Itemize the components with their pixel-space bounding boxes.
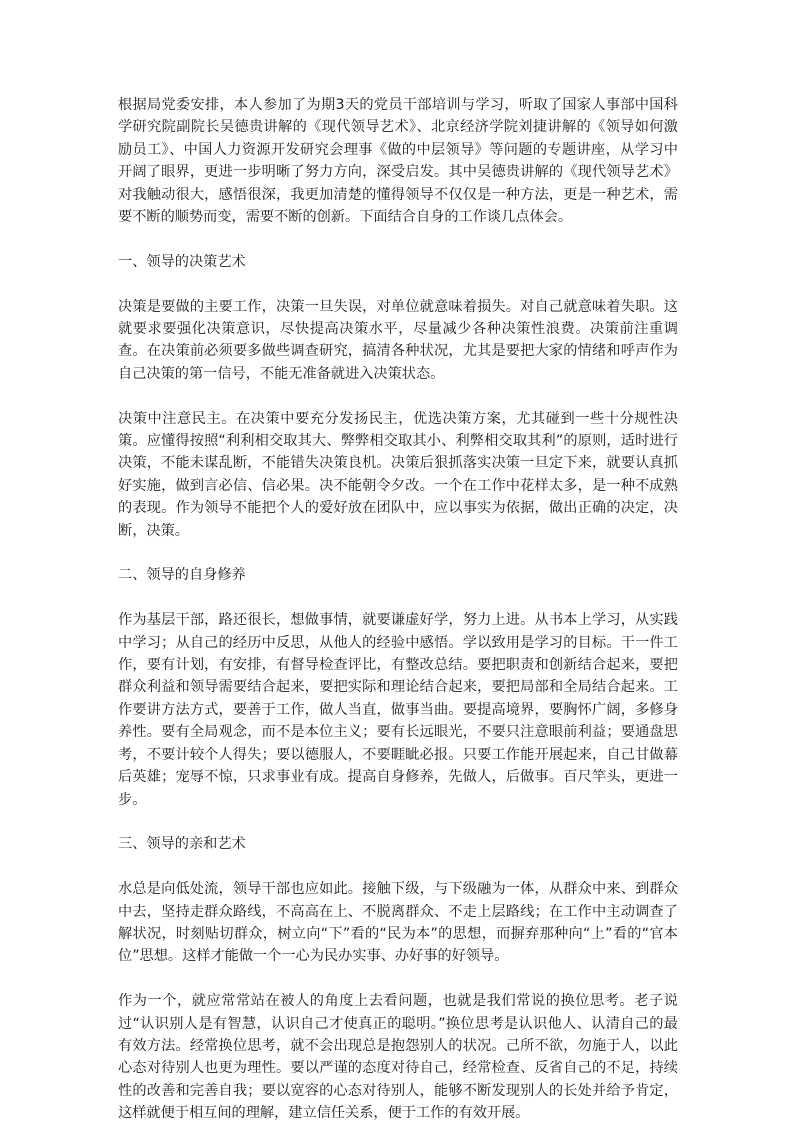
decision-paragraph-2: 决策中注意民主。在决策中要充分发扬民主，优选决策方案，尤其碰到一些十分规性决策。应懂得按照“利利相交取其大、弊弊相交取其小、利弊相交取其利”的原则，适时进行决策，不能未谋乱断，不能错失决策良机。决策后狠抓落实决策一旦定下来，就要认真抓好实施，做到言必信、信必果。决不能朝令夕改。一个在工作中花样太多，是一种不成熟的表现。作为领导不能把个人的爱好放在团队中，应以事实为依据，做出正确的决定，决断，决策。 bbox=[118, 410, 678, 539]
affinity-paragraph-2: 作为一个，就应常常站在被人的角度上去看问题，也就是我们常说的换位思考。老子说过“认识别人是有智慧，认识自己才使真正的聪明。”换位思考是认识他人、认清自己的最有效方法。经常换位思考，就不会出现总是抱怨别人的状况。己所不欲，勿施于人，以此心态对待别人也更为理性。要以严谨的态度对待自己，经常检查、反省自己的不足，持续性的改善和完善自我；要以宽容的心态对待别人，能够不断发现别人的长处并给予肯定，这样就便于相互间的理解，建立信任关系，便于工作的有效开展。 bbox=[118, 993, 678, 1122]
section-heading-affinity: 三、领导的亲和艺术 bbox=[118, 836, 246, 853]
document-body bbox=[118, 94, 678, 1147]
intro-paragraph: 根据局党委安排，本人参加了为期3天的党员干部培训与学习，听取了国家人事部中国科学研究院副院长吴德贵讲解的《现代领导艺术》、北京经济学院刘捷讲解的《领导如何激励员工》、中国人力资源开发研究会理事《做的中层领导》等问题的专题讲座，从学习中开阔了眼界，更进一步明晰了努力方向，深受启发。其中吴德贵讲解的《现代领导艺术》对我触动很大，感悟很深，我更加清楚的懂得领导不仅仅是一种方法，更是一种艺术，需要不断的顺势而变，需要不断的创新。下面结合自身的工作谈几点体会。 bbox=[118, 97, 678, 226]
decision-paragraph-1: 决策是要做的主要工作，决策一旦失误，对单位就意味着损失。对自己就意味着失职。这就要求要强化决策意识，尽快提高决策水平，尽量减少各种决策性浪费。决策前注重调查。在决策前必须要多做些调查研究，搞清各种状况，尤其是要把大家的情绪和呼声作为自己决策的第一信号，不能无准备就进入决策状态。 bbox=[118, 298, 678, 382]
section-heading-self-cultivation: 二、领导的自身修养 bbox=[118, 567, 246, 584]
self-cultivation-paragraph: 作为基层干部，路还很长，想做事情，就要谦虚好学，努力上进。从书本上学习，从实践中学习；从自己的经历中反思，从他人的经验中感悟。学以致用是学习的目标。干一件工作，要有计划，有安排，有督导检查评比，有整改总结。要把职责和创新结合起来，要把群众利益和领导需要结合起来，要把实际和理论结合起来，要把局部和全局结合起来。工作要讲方法方式，要善于工作，做人当直，做事当曲。要提高境界，要胸怀广阔，多修身养性。要有全局观念，而不是本位主义；要有长远眼光，不要只注意眼前利益；要通盘思考，不要计较个人得失；要以德服人，不要睚眦必报。只要工作能开展起来，自己甘做幕后英雄；宠辱不惊，只求事业有成。提高自身修养，先做人，后做事。百尺竿头，更进一步。 bbox=[118, 612, 678, 808]
affinity-paragraph-1: 水总是向低处流，领导干部也应如此。接触下级，与下级融为一体，从群众中来、到群众中去，坚持走群众路线，不高高在上、不脱离群众、不走上层路线；在工作中主动调查了解状况，时刻贴切群众，树立向“下”看的“民为本”的思想，而摒弃那种向“上”看的“官本位”思想。这样才能做一个一心为民办实事、办好事的好领导。 bbox=[118, 881, 678, 965]
section-heading-decision: 一、领导的决策艺术 bbox=[118, 253, 246, 270]
